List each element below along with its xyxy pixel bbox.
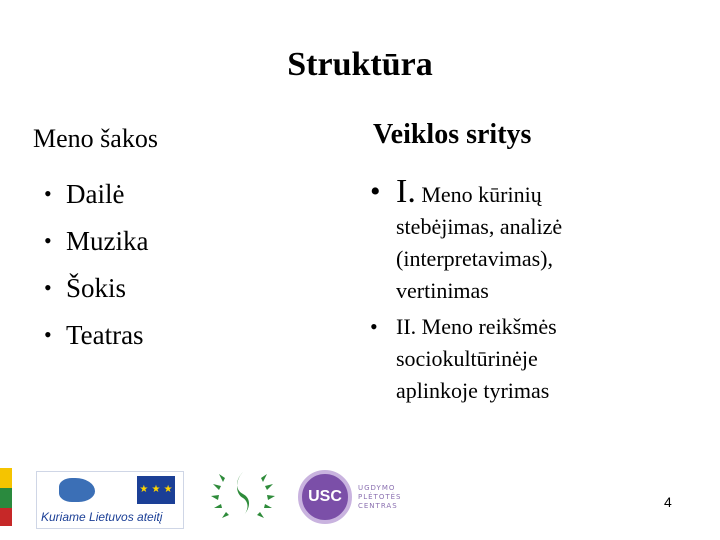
usc-name: UGDYMO PLĖTOTĖS CENTRAS bbox=[358, 484, 402, 510]
eu-flag-icon: ★ ★ ★ bbox=[137, 476, 175, 504]
eu-slogan: Kuriame Lietuvos ateitį bbox=[41, 510, 163, 524]
usc-logo bbox=[298, 470, 408, 526]
flag-stripe-red bbox=[0, 508, 12, 526]
list-item-activity-2 bbox=[370, 311, 690, 407]
list-item: • Dailė bbox=[44, 174, 148, 221]
flag-stripe-yellow bbox=[0, 468, 12, 488]
art-branches-list bbox=[44, 174, 148, 362]
activity-2-line-3: aplinkoje tyrimas bbox=[396, 378, 550, 403]
activity-2-line-1: • II. Meno reikšmės bbox=[396, 314, 557, 339]
activity-1-line-2: stebėjimas, analizė bbox=[396, 214, 563, 239]
eu-funding-logo bbox=[36, 471, 184, 529]
green-emblem-logo bbox=[205, 468, 281, 526]
page-number: 4 bbox=[664, 494, 672, 510]
activity-1-line-1: • I. Meno kūrinių bbox=[396, 173, 542, 210]
left-column-heading: Meno šakos bbox=[33, 124, 158, 153]
usc-circle-mark: USC bbox=[298, 470, 352, 524]
slide-title: Struktūra bbox=[287, 46, 433, 83]
list-item: • Teatras bbox=[44, 315, 148, 362]
list-item-activity-1 bbox=[370, 173, 690, 307]
activity-areas-list bbox=[370, 173, 690, 407]
activity-1-line-3: (interpretavimas), bbox=[396, 246, 553, 271]
activity-1-line-4: vertinimas bbox=[396, 278, 489, 303]
activity-2-line-2: sociokultūrinėje bbox=[396, 346, 538, 371]
activity-1-roman: I. bbox=[396, 173, 416, 210]
list-item: • Muzika bbox=[44, 221, 148, 268]
list-item: • Šokis bbox=[44, 268, 148, 315]
leaf-emblem-icon bbox=[205, 468, 281, 520]
europe-map-icon bbox=[59, 478, 95, 502]
right-column-heading: Veiklos sritys bbox=[373, 119, 532, 150]
flag-stripe-green bbox=[0, 488, 12, 508]
